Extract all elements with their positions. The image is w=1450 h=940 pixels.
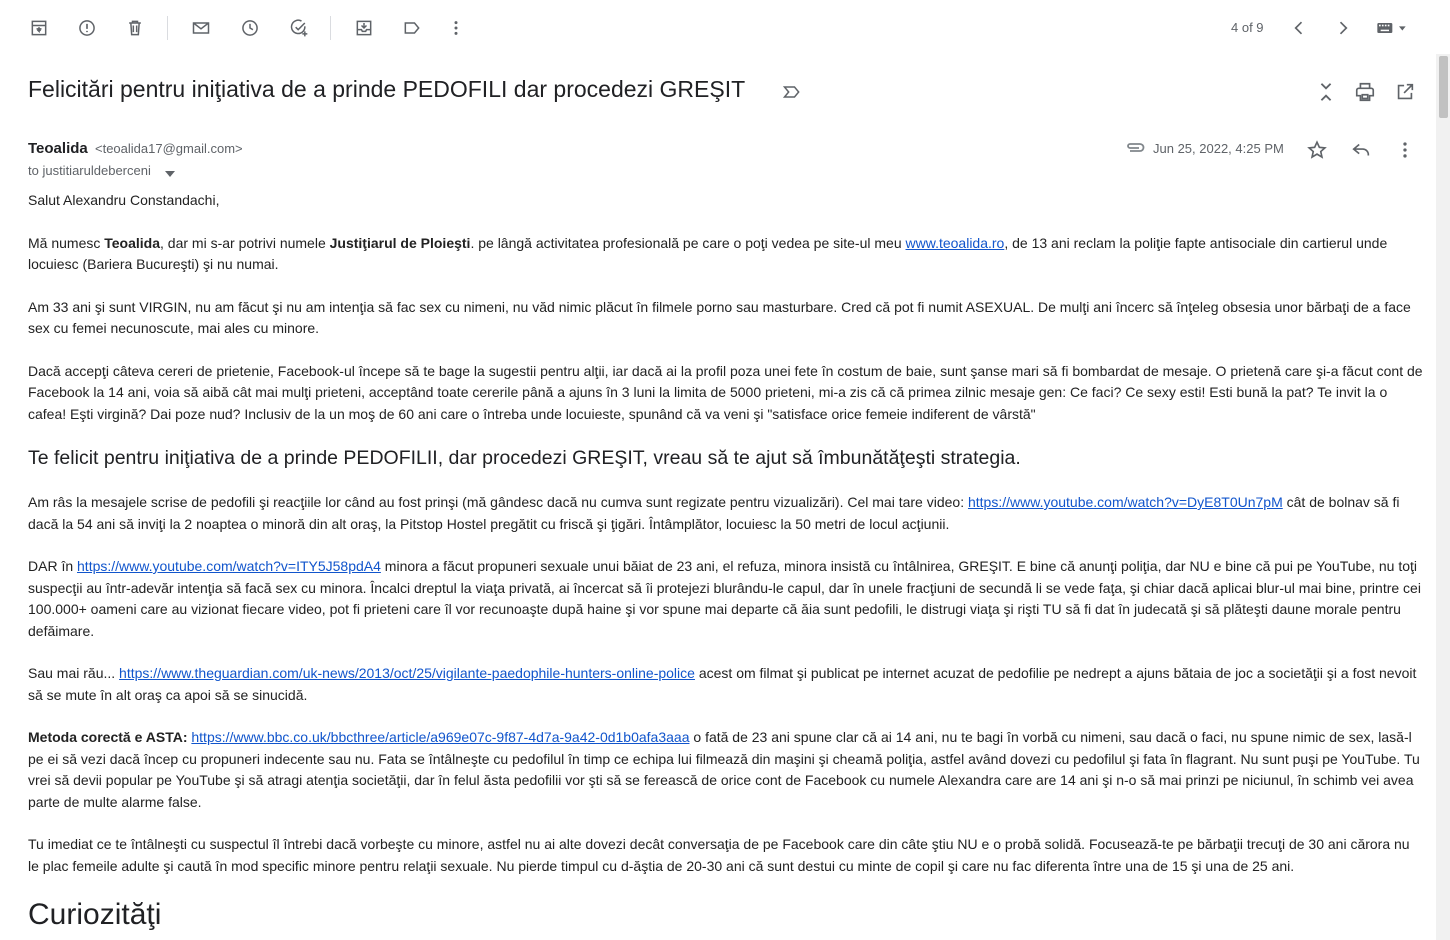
- open-new-window-icon[interactable]: [1393, 80, 1417, 104]
- message-date: Jun 25, 2022, 4:25 PM: [1153, 141, 1284, 156]
- paragraph-about: Am 33 ani şi sunt VIRGIN, nu am făcut şi nu am intenţia să fac sex cu nimeni, nu văd nimic plăcut în filmele porno sau masturbare. Cred că pot fi numit ASEXUAL. De mulţi ani încerc să înţeleg obsesia unor bărbaţi de a face sex cu femei necunoscute, mai ales cu minore.: [28, 298, 1411, 336]
- star-icon[interactable]: [1305, 138, 1329, 162]
- snooze-icon[interactable]: [236, 14, 264, 42]
- label-icon[interactable]: [398, 14, 426, 42]
- message-body: [28, 190, 1423, 932]
- curiosities-heading: Curiozităţi: [28, 898, 162, 931]
- paragraph-worse: [28, 663, 1423, 706]
- text-run: . pe lângă activitatea profesională pe care o poţi vedea pe site-ul meu: [470, 234, 906, 251]
- delete-icon[interactable]: [121, 14, 149, 42]
- text-run: , de 13 ani reclam la poliţie fapte antisociale din cartierul unde locuiesc (Bariera Bucureşti) şi nu numai.: [28, 234, 1388, 272]
- email-subject: Felicitări pentru iniţiativa de a prinde PEDOFILI dar procedezi GREŞIT: [28, 76, 746, 102]
- text-run: Sau mai rău...: [28, 665, 120, 681]
- website-link[interactable]: www.teoalida.ro: [905, 234, 1005, 251]
- report-spam-icon[interactable]: [73, 14, 101, 42]
- text-run: cât de bolnav să fi dacă la 54 ani să inviţi la 2 noaptea o minoră din alt oraş, la Pitstop Hostel pregătit cu friscă şi ţigări. Întâmplător, locuiesc la 50 metri de locul acţiunii.: [28, 494, 1400, 532]
- bold-text: Teoalida: [104, 234, 161, 251]
- reply-icon[interactable]: [1349, 138, 1373, 162]
- text-run: Mă numesc: [28, 234, 105, 251]
- keyboard-icon[interactable]: [1372, 14, 1416, 42]
- print-icon[interactable]: [1353, 80, 1377, 104]
- important-marker-icon[interactable]: [782, 82, 802, 102]
- paragraph-privacy: [28, 556, 1423, 642]
- collapse-all-icon[interactable]: [1314, 80, 1338, 104]
- scrollbar-thumb[interactable]: [1439, 56, 1448, 118]
- text-run: o fată de 23 ani spune clar că ai 14 ani, nu te bagi în vorbă cu nimeni, sau dacă o faci, nu spune nimic de sex, lasă-l pe ei să vezi dacă încep cu propuneri indecente sau nu. Fata se întâlneşte cu pedofilul în timp ce echipa lui filmează din maşini şi cheamă poliţia, astfel având dovezi cu pedofilul şi fata în flagrant. Nu sunt puşi pe YouTube. Tu vrei să devii popular pe YouTube şi să atragi atenţia societăţii, dar în felul ăsta pedofilii vor şti să se ferească de orice cont de Facebook cu numele Alexandra care are 14 ani şi n-o să mai prinzi pe niciunul, în schimb vei avea parte de multe alarme false.: [28, 729, 1420, 810]
- bold-text: Metoda corectă e ASTA:: [28, 729, 188, 745]
- newer-chevron-icon[interactable]: [1285, 14, 1313, 42]
- youtube-link-1[interactable]: https://www.youtube.com/watch?v=DyE8T0Un7pM: [967, 494, 1283, 510]
- guardian-link[interactable]: https://www.theguardian.com/uk-news/2013/oct/25/vigilante-paedophile-hunters-online-police: [119, 665, 695, 681]
- more-vert-icon[interactable]: [442, 14, 470, 42]
- text-run: DAR în: [28, 558, 78, 574]
- scrollbar[interactable]: [1436, 54, 1450, 940]
- move-to-icon[interactable]: [350, 14, 378, 42]
- text-run: acest om filmat şi publicat pe internet acuzat de pedofilie pe nedrept a ajuns bătaia de joc a societăţii şi a fost nevoit să se mute în alt oraş ca apoi să se sinucidă.: [28, 665, 1417, 703]
- section-heading: Te felicit pentru iniţiativa de a prinde PEDOFILII, dar procedezi GREŞIT, vreau să te ajut să îmbunătăţeşti strategia.: [28, 447, 1021, 469]
- text-run: minora a făcut propuneri sexuale unui băiat de 23 ani, el refuza, minora insistă cu întâlnirea, GREŞIT. E bine că anunţi poliţia, dar NU e bine că pui pe YouTube, nu toţi suspecţii au într-adevăr intenţia să facă sex cu minora. Încalci dreptul la viaţa privată, ai încercat să îi protejezi blurându-le capul, dar în unele fracţiuni de secundă li se vede faţa, şi chiar dacă aplicai blur-ul mai bine, printre cei 100.000+ oameni care au vizionat fiecare video, pot fi prieteni care îl vor recunoaşte după haine şi vor spune mai departe că ăia sunt pedofili, le distrugi viaţa şi rişti TU să fi dat în judecată şi să plăteşti daune morale pentru defăimare.: [28, 558, 1421, 639]
- text-run: , dar mi s-ar potrivi numele: [160, 234, 330, 251]
- recipient-details-caret-icon[interactable]: [164, 166, 176, 176]
- text-run: Am râs la mesajele scrise de pedofili şi reacţiile lor când au fost prinşi (mă gândesc dacă nu cumva sunt regizate pentru vizualizări). Cel mai tare video:: [28, 494, 968, 510]
- toolbar: [0, 0, 1450, 56]
- mark-unread-icon[interactable]: [187, 14, 215, 42]
- pager-count: 4 of 9: [1231, 20, 1264, 35]
- toolbar-divider: [330, 16, 331, 40]
- older-chevron-icon[interactable]: [1329, 14, 1357, 42]
- bbc-link[interactable]: https://www.bbc.co.uk/bbcthree/article/a969e07c-9f87-4d7a-9a42-0d1b0afa3aaa: [191, 729, 690, 745]
- greeting: Salut Alexandru Constandachi,: [28, 192, 220, 208]
- paragraph-suspect: Tu imediat ce te întâlneşti cu suspectul îl întrebi dacă vorbeşte cu minore, astfel nu ai alte dovezi decât conversaţia de pe Facebook care din câte ştiu NU e o probă solidă. Focusează-te pe bărbaţii trecuţi de 30 ani cărora nu le plac femeile adulte şi caută în mod specific minore pentru relaţii sexuale. Nu pierde timpul cu d-ăştia de 20-30 ani că sunt destui cu minte de copil şi care nu fac diferenta între una de 15 şi una de 25 ani.: [28, 836, 1410, 874]
- add-task-icon[interactable]: [285, 14, 313, 42]
- sender-email: <teoalida17@gmail.com>: [95, 141, 243, 156]
- sender-name[interactable]: Teoalida: [28, 140, 88, 157]
- paragraph-facebook: Dacă accepţi câteva cereri de prietenie, Facebook-ul începe să te bage la sugestii pentru alţii, iar dacă ai la profil poza unei fete în costum de baie, sunt şanse mari să fi bombardat de mesaje. O prietenă care şi-a făcut cont de Facebook la 14 ani, voia să aibă cât mai mulţi prieteni, acceptând toate cererile până a ajuns în 3 luni la limita de 5000 prieteni, mi-a zis că că primea zilnic mesaje gen: Ce faci? Ce sexy esti! Esti bună la pat? Te invit la o cafea! Eşti virgină? Dai poze nud? Inclusiv de la un moş de 60 ani care o întreba unde locuieste, spunând că va veni şi "satisface orice femeie indiferent de vârstă": [28, 362, 1423, 422]
- toolbar-divider: [167, 16, 168, 40]
- archive-icon[interactable]: [25, 14, 53, 42]
- attachment-icon: [1124, 139, 1146, 157]
- recipient-line: to justitiaruldeberceni: [28, 163, 151, 178]
- youtube-link-2[interactable]: https://www.youtube.com/watch?v=ITY5J58pdA4: [77, 558, 381, 574]
- paragraph-method: [28, 727, 1423, 813]
- paragraph-intro: [28, 233, 1423, 276]
- message-more-icon[interactable]: [1393, 138, 1417, 162]
- paragraph-video: [28, 492, 1423, 535]
- bold-text: Justiţiarul de Ploieşti: [329, 234, 471, 251]
